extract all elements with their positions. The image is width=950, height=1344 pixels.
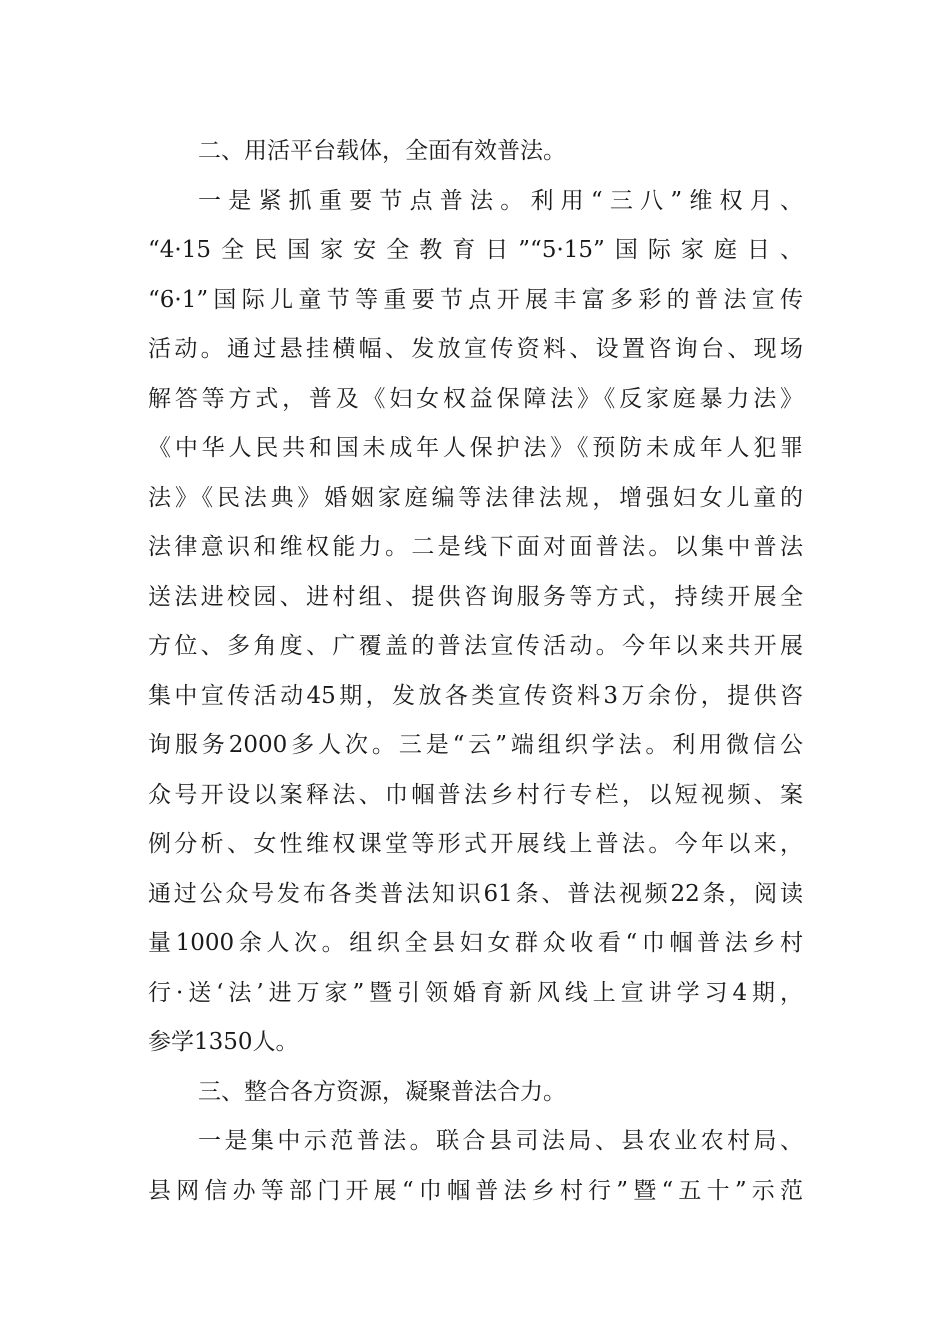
paragraph-line: 例分析、女性维权课堂等形式开展线上普法。今年以来， <box>148 831 803 857</box>
paragraph-line: 参学1350人。 <box>148 1029 299 1055</box>
paragraph-line: 众号开设以案释法、巾帼普法乡村行专栏，以短视频、案 <box>148 781 803 808</box>
paragraph-line: “6·1”国际儿童节等重要节点开展丰富多彩的普法宣传 <box>148 286 803 313</box>
section-heading: 二、用活平台载体，全面有效普法。 <box>198 138 566 164</box>
paragraph-line: “4·15全民国家安全教育日”“5·15”国际家庭日、 <box>148 237 803 263</box>
paragraph-line: 解答等方式，普及《妇女权益保障法》《反家庭暴力法》 <box>148 385 803 412</box>
paragraph-line: 行·送‘法’进万家”暨引领婚育新风线上宣讲学习4期， <box>148 979 803 1006</box>
paragraph-line: 法》《民法典》婚姻家庭编等法律法规，增强妇女儿童的 <box>148 484 803 511</box>
paragraph-line: 送法进校园、进村组、提供咨询服务等方式，持续开展全 <box>148 583 803 610</box>
paragraph-line: 方位、多角度、广覆盖的普法宣传活动。今年以来共开展 <box>148 633 803 659</box>
paragraph-line: 量1000余人次。组织全县妇女群众收看“巾帼普法乡村 <box>148 930 803 956</box>
section-heading: 三、整合各方资源，凝聚普法合力。 <box>198 1078 566 1105</box>
paragraph-line: 县网信办等部门开展“巾帼普法乡村行”暨“五十”示范 <box>148 1177 803 1204</box>
paragraph-line: 法律意识和维权能力。二是线下面对面普法。以集中普法 <box>148 534 803 560</box>
paragraph-line: 《中华人民共和国未成年人保护法》《预防未成年人犯罪 <box>148 435 803 461</box>
paragraph-line: 集中宣传活动45期，发放各类宣传资料3万余份，提供咨 <box>148 682 803 709</box>
paragraph-line: 一是紧抓重要节点普法。利用“三八”维权月、 <box>198 187 803 214</box>
paragraph-line: 询服务2000多人次。三是“云”端组织学法。利用微信公 <box>148 732 803 758</box>
paragraph-line: 一是集中示范普法。联合县司法局、县农业农村局、 <box>198 1128 803 1154</box>
paragraph-line: 通过公众号发布各类普法知识61条、普法视频22条，阅读 <box>148 880 803 907</box>
paragraph-line: 活动。通过悬挂横幅、发放宣传资料、设置咨询台、现场 <box>148 336 803 362</box>
document-body <box>148 127 803 1216</box>
